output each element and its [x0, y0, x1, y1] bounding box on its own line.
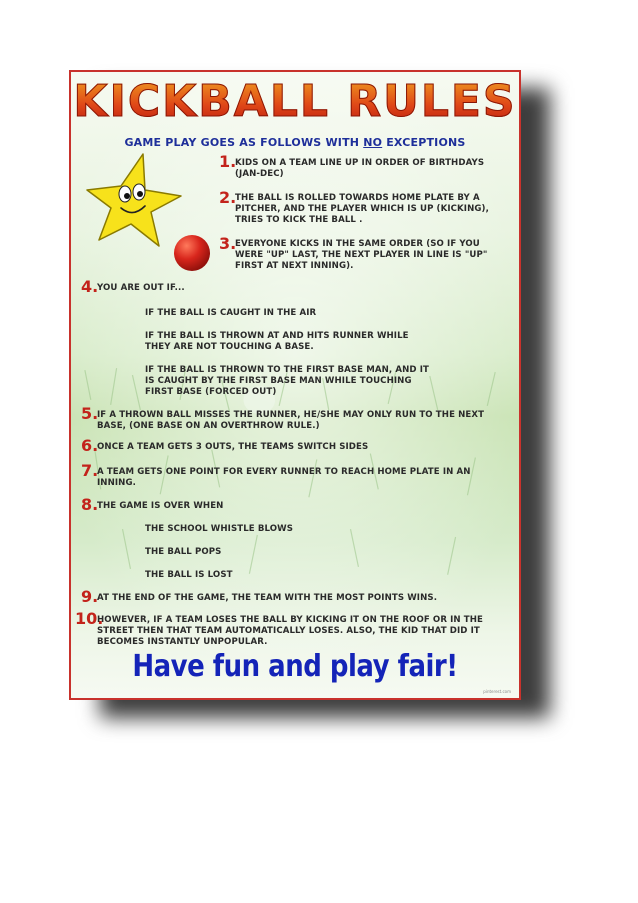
poster-credit: pinterest.com [483, 689, 511, 694]
rule-number: 4. [81, 277, 99, 296]
subtitle-emphasis: NO [363, 136, 383, 149]
game-over-condition: THE BALL IS LOST [145, 570, 233, 580]
rule-number: 7. [81, 461, 99, 480]
rule-number: 1. [219, 152, 237, 171]
out-condition: IF THE BALL IS THROWN AT AND HITS RUNNER WHILE THEY ARE NOT TOUCHING A BASE. [145, 331, 409, 352]
rule-text: IF A THROWN BALL MISSES THE RUNNER, HE/SHE MAY ONLY RUN TO THE NEXT BASE, (ONE BASE ON AN OVERTHROW RULE.) [97, 410, 485, 431]
rule-text: YOU ARE OUT IF... [97, 283, 185, 293]
rule-number: 6. [81, 436, 99, 455]
subtitle-post: EXCEPTIONS [382, 136, 466, 149]
kickball-poster [69, 70, 521, 700]
rule-text: THE BALL IS ROLLED TOWARDS HOME PLATE BY A PITCHER, AND THE PLAYER WHICH IS UP (KICKING), TRIES TO KICK THE BALL . [235, 193, 489, 225]
rule-text: A TEAM GETS ONE POINT FOR EVERY RUNNER TO REACH HOME PLATE IN AN INNING. [97, 467, 471, 488]
rule-number: 2. [219, 188, 237, 207]
rule-text: THE GAME IS OVER WHEN [97, 501, 224, 511]
rule-number: 8. [81, 495, 99, 514]
star-mascot-icon [85, 150, 185, 250]
out-condition: IF THE BALL IS THROWN TO THE FIRST BASE MAN, AND IT IS CAUGHT BY THE FIRST BASE MAN WHILE TOUCHING FIRST BASE (FORCED OUT) [145, 365, 429, 397]
rule-text: ONCE A TEAM GETS 3 OUTS, THE TEAMS SWITCH SIDES [97, 442, 369, 452]
poster-footer-slogan: Have fun and play fair! [132, 649, 458, 685]
subtitle-pre: GAME PLAY GOES AS FOLLOWS WITH [124, 136, 364, 149]
game-over-condition: THE BALL POPS [145, 547, 222, 557]
rule-number: 3. [219, 234, 237, 253]
rule-text: KIDS ON A TEAM LINE UP IN ORDER OF BIRTHDAYS (JAN-DEC) [235, 158, 485, 179]
rule-number: 10. [75, 609, 104, 628]
rule-number: 5. [81, 404, 99, 423]
game-over-condition: THE SCHOOL WHISTLE BLOWS [145, 524, 294, 534]
poster-title: KICKBALL RULES [71, 76, 519, 128]
rule-text: HOWEVER, IF A TEAM LOSES THE BALL BY KICKING IT ON THE ROOF OR IN THE STREET THEN THAT TEAM AUTOMATICALLY LOSES. ALSO, THE KID THAT DID IT BECOMES INSTANTLY UNPOPULAR. [97, 615, 484, 647]
kickball-icon [171, 232, 213, 274]
rule-text: EVERYONE KICKS IN THE SAME ORDER (SO IF YOU WERE "UP" LAST, THE NEXT PLAYER IN LINE IS "UP" FIRST AT NEXT INNING). [235, 239, 488, 271]
rule-text: AT THE END OF THE GAME, THE TEAM WITH THE MOST POINTS WINS. [97, 593, 438, 603]
poster-subtitle [71, 136, 519, 149]
out-condition: IF THE BALL IS CAUGHT IN THE AIR [145, 308, 317, 318]
rule-number: 9. [81, 587, 99, 606]
